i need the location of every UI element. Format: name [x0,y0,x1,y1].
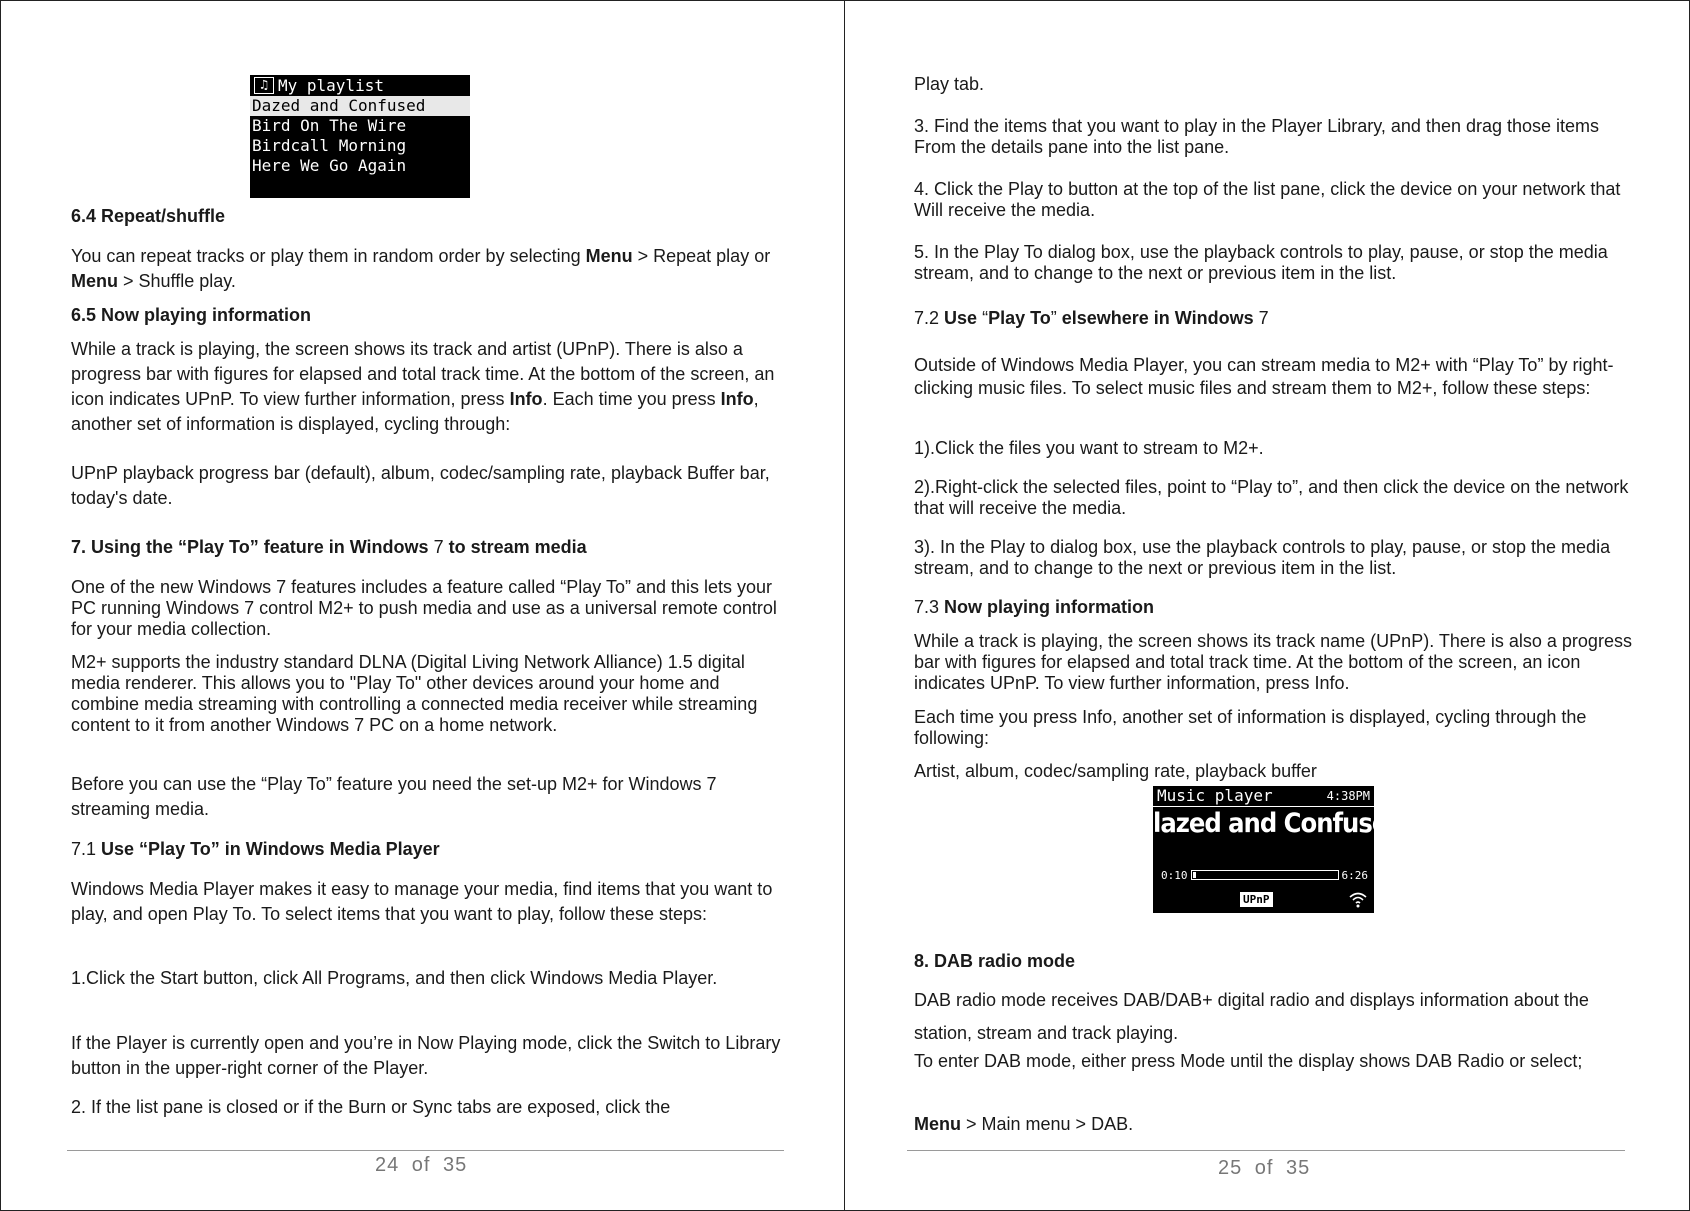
page-25 [845,0,1690,1211]
playlist-screen-title [250,75,470,96]
progress-bar-fill [1193,872,1197,878]
playlist-screen [250,75,470,198]
playlist-item-selected: Dazed and Confused [250,96,470,116]
paragraph-7-1-d: 2. If the list pane is closed or if the Burn or Sync tabs are exposed, click the [71,1097,671,1117]
heading-6-5: 6.5 Now playing information [71,305,312,325]
paragraph-7-b: M2+ supports the industry standard DLNA (Digital Living Network Alliance) 1.5 digital media renderer. This allows you to "Play To" other devices around your home and combine media streaming with controlling a connected media receiver while streaming content to it from another Windows 7 PC on a home network. [71,652,758,735]
paragraph-6-4: You can repeat tracks or play them in random order by selecting Menu > Repeat play or Menu > Shuffle play. [71,246,771,291]
music-note-icon: ♫ [254,77,274,94]
page-number: 24 of 35 [375,1154,468,1176]
paragraph-7-a: One of the new Windows 7 features includes a feature called “Play To” and this lets your PC running Windows 7 control M2+ to push media and use as a universal remote control for your media collection. [71,577,777,639]
heading-7-1: 7.1 Use “Play To” in Windows Media Player [71,839,440,859]
paragraph-8-c: Menu > Main menu > DAB. [914,1114,1134,1134]
footer-rule [907,1150,1625,1151]
page-number: 25 of 35 [1218,1157,1311,1179]
paragraph-play-tab: Play tab. [914,74,985,94]
upnp-badge: UPnP [1240,892,1273,907]
playlist-item: Here We Go Again [252,156,407,175]
progress-bar [1191,870,1339,880]
clock-readout: 4:38PM [1326,789,1370,803]
paragraph-7-2-d: 3). In the Play to dialog box, use the playback controls to play, pause, or stop the media stream, and to change to the next or previous item in the list. [914,537,1611,578]
paragraph-7-c: Before you can use the “Play To” feature you need the set-up M2+ for Windows 7 streaming media. [71,774,717,819]
music-player-title: Music player [1157,786,1273,805]
paragraph-step-5: 5. In the Play To dialog box, use the playback controls to play, pause, or stop the media stream, and to change to the next or previous item in the list. [914,242,1608,283]
total-time: 6:26 [1341,868,1368,882]
paragraph-7-3-c: Artist, album, codec/sampling rate, playback buffer [914,761,1317,781]
paragraph-7-3-b: Each time you press Info, another set of information is displayed, cycling through the following: [914,707,1587,748]
progress-row [1161,868,1368,882]
heading-7-3: 7.3 Now playing information [914,597,1155,617]
paragraph-7-2-a: Outside of Windows Media Player, you can stream media to M2+ with “Play To” by right-clicking music files. To select music files and stream them to M2+, follow these steps: [914,355,1614,398]
music-player-screen [1153,786,1404,913]
playlist-title-text: My playlist [278,76,384,95]
elapsed-time: 0:10 [1161,868,1188,882]
paragraph-8-a: DAB radio mode receives DAB/DAB+ digital radio and displays information about the station, stream and track playing. [914,990,1589,1043]
footer-rule [67,1150,784,1151]
paragraph-6-5-b: UPnP playback progress bar (default), album, codec/sampling rate, playback Buffer bar, today's date. [71,463,770,508]
music-player-header [1153,786,1374,807]
paragraph-step-4: 4. Click the Play to button at the top of the list pane, click the device on your network that Will receive the media. [914,179,1621,220]
paragraph-7-1-a: Windows Media Player makes it easy to manage your media, find items that you want to play, and open Play To. To select items that you want to play, follow these steps: [71,879,773,924]
track-title: lazed and Confused [1153,808,1404,839]
heading-7: 7. Using the “Play To” feature in Windows 7 to stream media [71,537,587,557]
heading-6-4: 6.4 Repeat/shuffle [71,206,226,226]
paragraph-7-2-b: 1).Click the files you want to stream to M2+. [914,438,1264,458]
heading-7-2: 7.2 Use “Play To” elsewhere in Windows 7 [914,308,1269,328]
wifi-signal-icon [1348,890,1368,908]
heading-8: 8. DAB radio mode [914,951,1076,971]
playlist-item: Bird On The Wire [252,116,407,135]
paragraph-step-3: 3. Find the items that you want to play in the Player Library, and then drag those items From the details pane into the list pane. [914,116,1600,157]
paragraph-8-b: To enter DAB mode, either press Mode until the display shows DAB Radio or select; [914,1051,1583,1071]
playlist-item: Birdcall Morning [252,136,407,155]
paragraph-7-1-b: 1.Click the Start button, click All Programs, and then click Windows Media Player. [71,968,718,988]
paragraph-6-5-a: While a track is playing, the screen shows its track and artist (UPnP). There is also a progress bar with figures for elapsed and total track time. At the bottom of the screen, an icon indicates UPnP. To view further information, press Info. Each time you press Info, another set of information is displayed, cycling through: [71,339,775,434]
paragraph-7-1-c: If the Player is currently open and you’re in Now Playing mode, click the Switch to Library button in the upper-right corner of the Player. [71,1033,781,1078]
paragraph-7-3-a: While a track is playing, the screen shows its track name (UPnP). There is also a progress bar with figures for elapsed and total track time. At the bottom of the screen, an icon indicates UPnP. To view further information, press Info. [914,631,1632,693]
paragraph-7-2-c: 2).Right-click the selected files, point to “Play to”, and then click the device on the network that will receive the media. [914,477,1629,518]
